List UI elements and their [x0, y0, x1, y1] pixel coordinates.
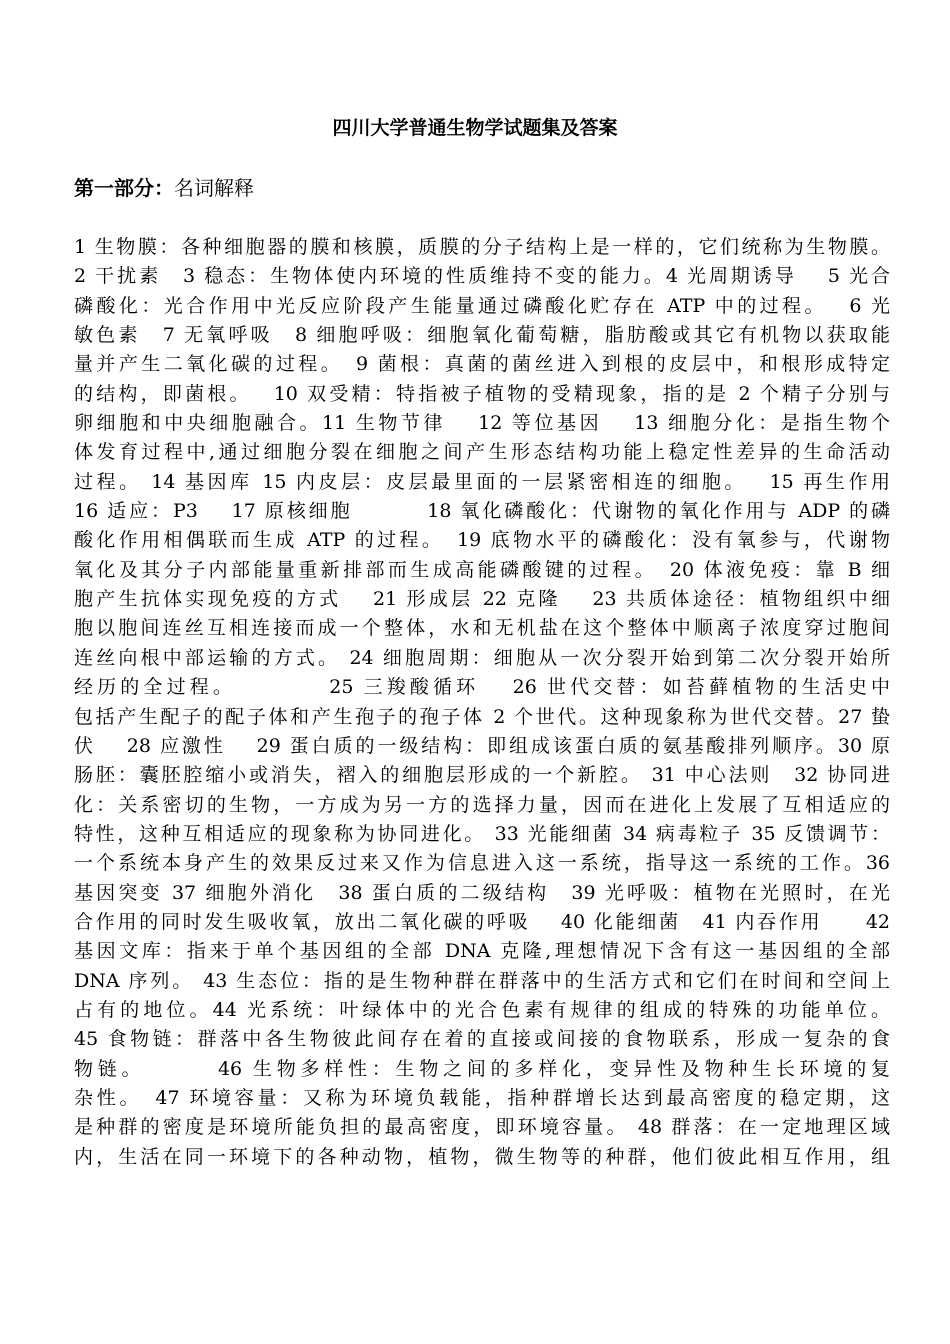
body-line: 基因突变 37 细胞外消化 38 蛋白质的二级结构 39 光呼吸：植物在光照时，在光 [74, 881, 890, 904]
body-line: 占有的地位。44 光系统：叶绿体中的光合色素有规律的组成的特殊的功能单位。 [74, 998, 890, 1021]
body-line: 经历的全过程。 25 三羧酸循环 26 世代交替：如苔藓植物的生活史中 [74, 676, 890, 699]
body-line: 体发育过程中,通过细胞分裂在细胞之间产生形态结构功能上稳定性差异的生命活动 [74, 441, 890, 464]
body-line: 酸化作用相偶联而生成 ATP 的过程。 19 底物水平的磷酸化：没有氧参与，代谢物 [74, 529, 890, 552]
body-line: 2 干扰素 3 稳态：生物体使内环境的性质维持不变的能力。4 光周期诱导 5 光合 [74, 265, 890, 288]
section-heading [74, 174, 254, 202]
body-line: 45 食物链：群落中各生物彼此间存在着的直接或间接的食物联系，形成一复杂的食 [74, 1028, 890, 1051]
body-line: 合作用的同时发生吸收氧，放出二氧化碳的呼吸 40 化能细菌 41 内吞作用 42 [74, 910, 890, 933]
body-line: 磷酸化：光合作用中光反应阶段产生能量通过磷酸化贮存在 ATP 中的过程。 6 光 [74, 294, 890, 317]
body-line: 胞产生抗体实现免疫的方式 21 形成层 22 克隆 23 共质体途径：植物组织中细 [74, 588, 890, 611]
body-line: 连丝向根中部运输的方式。 24 细胞周期：细胞从一次分裂开始到第二次分裂开始所 [74, 646, 890, 669]
body-line: DNA 序列。 43 生态位：指的是生物种群在群落中的生活方式和它们在时间和空间上 [74, 969, 890, 992]
body-line: 胞以胞间连丝互相连接而成一个整体，水和无机盐在这个整体中顺离子浓度穿过胞间 [74, 617, 890, 640]
body-line: 氧化及其分子内部能量重新排部而生成高能磷酸键的过程。 20 体液免疫：靠 B 细 [74, 558, 890, 581]
body-line: 的结构，即菌根。 10 双受精：特指被子植物的受精现象，指的是 2 个精子分别与 [74, 382, 890, 405]
body-line: 内，生活在同一环境下的各种动物，植物，微生物等的种群，他们彼此相互作用，组 [74, 1145, 890, 1168]
body-line: 肠胚：囊胚腔缩小或消失，褶入的细胞层形成的一个新腔。 31 中心法则 32 协同进 [74, 764, 890, 787]
body-line: 过程。 14 基因库 15 内皮层：皮层最里面的一层紧密相连的细胞。 15 再生作用 [74, 470, 890, 493]
section-name: 名词解释 [174, 176, 254, 200]
body-line: 物链。 46 生物多样性：生物之间的多样化，变异性及物种生长环境的复 [74, 1057, 890, 1080]
body-line: 敏色素 7 无氧呼吸 8 细胞呼吸：细胞氧化葡萄糖，脂肪酸或其它有机物以获取能 [74, 324, 890, 347]
body-line: 化：关系密切的生物，一方成为另一方的选择力量，因而在进化上发展了互相适应的 [74, 793, 890, 816]
body-line: 特性，这种互相适应的现象称为协同进化。 33 光能细菌 34 病毒粒子 35 反馈调节： [74, 822, 890, 845]
body-line: 伏 28 应激性 29 蛋白质的一级结构：即组成该蛋白质的氨基酸排列顺序。30 原 [74, 734, 890, 757]
body-line: 是种群的密度是环境所能负担的最高密度，即环境容量。 48 群落：在一定地理区域 [74, 1116, 890, 1139]
body-line: 基因文库：指来于单个基因组的全部 DNA 克隆,理想情况下含有这一基因组的全部 [74, 940, 890, 963]
body-line: 16 适应：P3 17 原核细胞 18 氧化磷酸化：代谢物的氧化作用与 ADP 的磷 [74, 500, 890, 523]
glossary-body [74, 233, 890, 1172]
body-line: 量并产生二氧化碳的过程。 9 菌根：真菌的菌丝进入到根的皮层中，和根形成特定 [74, 353, 890, 376]
body-line: 1 生物膜：各种细胞器的膜和核膜，质膜的分子结构上是一样的，它们统称为生物膜。 [74, 236, 890, 258]
body-line: 杂性。 47 环境容量：又称为环境负载能，指种群增长达到最高密度的稳定期，这 [74, 1086, 890, 1109]
section-number: 第一部分： [74, 176, 174, 200]
body-line: 一个系统本身产生的效果反过来又作为信息进入这一系统，指导这一系统的工作。36 [74, 852, 890, 875]
body-line: 卵细胞和中央细胞融合。11 生物节律 12 等位基因 13 细胞分化：是指生物个 [74, 412, 890, 435]
body-line: 包括产生配子的配子体和产生孢子的孢子体 2 个世代。这种现象称为世代交替。27 蛰 [74, 705, 890, 728]
document-title: 四川大学普通生物学试题集及答案 [332, 117, 618, 139]
